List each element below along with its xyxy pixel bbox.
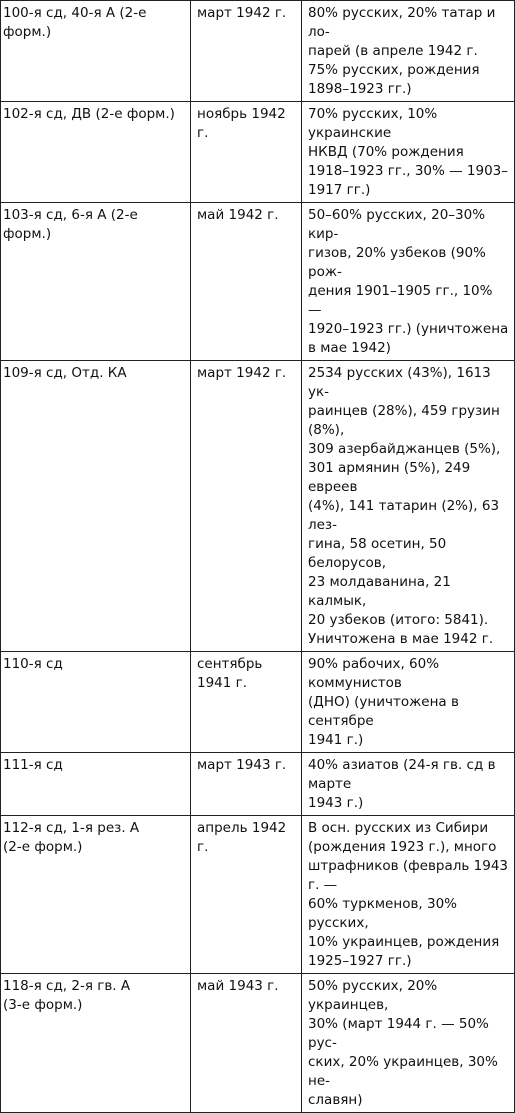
table-row [1,1,515,102]
date-cell: март 1943 г. [191,753,302,816]
table-row [1,753,515,816]
date-cell: ноябрь 1942 г. [191,102,302,203]
composition-cell: 90% рабочих, 60% коммунистов (ДНО) (уничтожена в сентябре 1941 г.) [302,652,515,753]
composition-cell: 50–60% русских, 20–30% кир- гизов, 20% узбеков (90% рож- дения 1901–1905 гг., 10% — 1920–1923 гг.) (уничтожена в мае 1942) [302,203,515,361]
composition-cell: 80% русских, 20% татар и ло- парей (в апреле 1942 г. 75% русских, рождения 1898–1923 гг.) [302,1,515,102]
unit-cell: 102-я сд, ДВ (2-е форм.) [1,102,191,203]
date-cell: май 1942 г. [191,203,302,361]
composition-cell: 40% азиатов (24-я гв. сд в марте 1943 г.) [302,753,515,816]
date-cell: сентябрь 1941 г. [191,652,302,753]
composition-cell: В осн. русских из Сибири (рождения 1923 г.), много штрафников (февраль 1943 г. — 60% туркменов, 30% русских, 10% украинцев, рождения 1925–1927 гг.) [302,816,515,974]
date-cell: март 1942 г. [191,1,302,102]
date-cell: апрель 1942 г. [191,816,302,974]
unit-cell: 110-я сд [1,652,191,753]
table-row [1,361,515,652]
unit-cell: 111-я сд [1,753,191,816]
table-row [1,974,515,1113]
table-row [1,102,515,203]
unit-cell: 100-я сд, 40-я А (2-е форм.) [1,1,191,102]
table-row [1,652,515,753]
date-cell: март 1942 г. [191,361,302,652]
table-row [1,816,515,974]
composition-cell: 70% русских, 10% украинские НКВД (70% рождения 1918–1923 гг., 30% — 1903– 1917 гг.) [302,102,515,203]
unit-cell: 118-я сд, 2-я гв. А (3-е форм.) [1,974,191,1113]
unit-cell: 112-я сд, 1-я рез. А (2-е форм.) [1,816,191,974]
composition-cell: 50% русских, 20% украинцев, 30% (март 1944 г. — 50% рус- ских, 20% украинцев, 30% не- славян) [302,974,515,1113]
table-row [1,203,515,361]
date-cell: май 1943 г. [191,974,302,1113]
table-body [1,1,515,1113]
unit-cell: 109-я сд, Отд. КА [1,361,191,652]
unit-cell: 103-я сд, 6-я А (2-е форм.) [1,203,191,361]
composition-cell: 2534 русских (43%), 1613 ук- раинцев (28%), 459 грузин (8%), 309 азербайджанцев (5%), 301 армянин (5%), 249 евреев (4%), 141 татарин (2%), 63 лез- гина, 58 осетин, 50 белорусов, 23 молдаванина, 21 калмык, 20 узбеков (итого: 5841). Уничтожена в мае 1942 г. [302,361,515,652]
